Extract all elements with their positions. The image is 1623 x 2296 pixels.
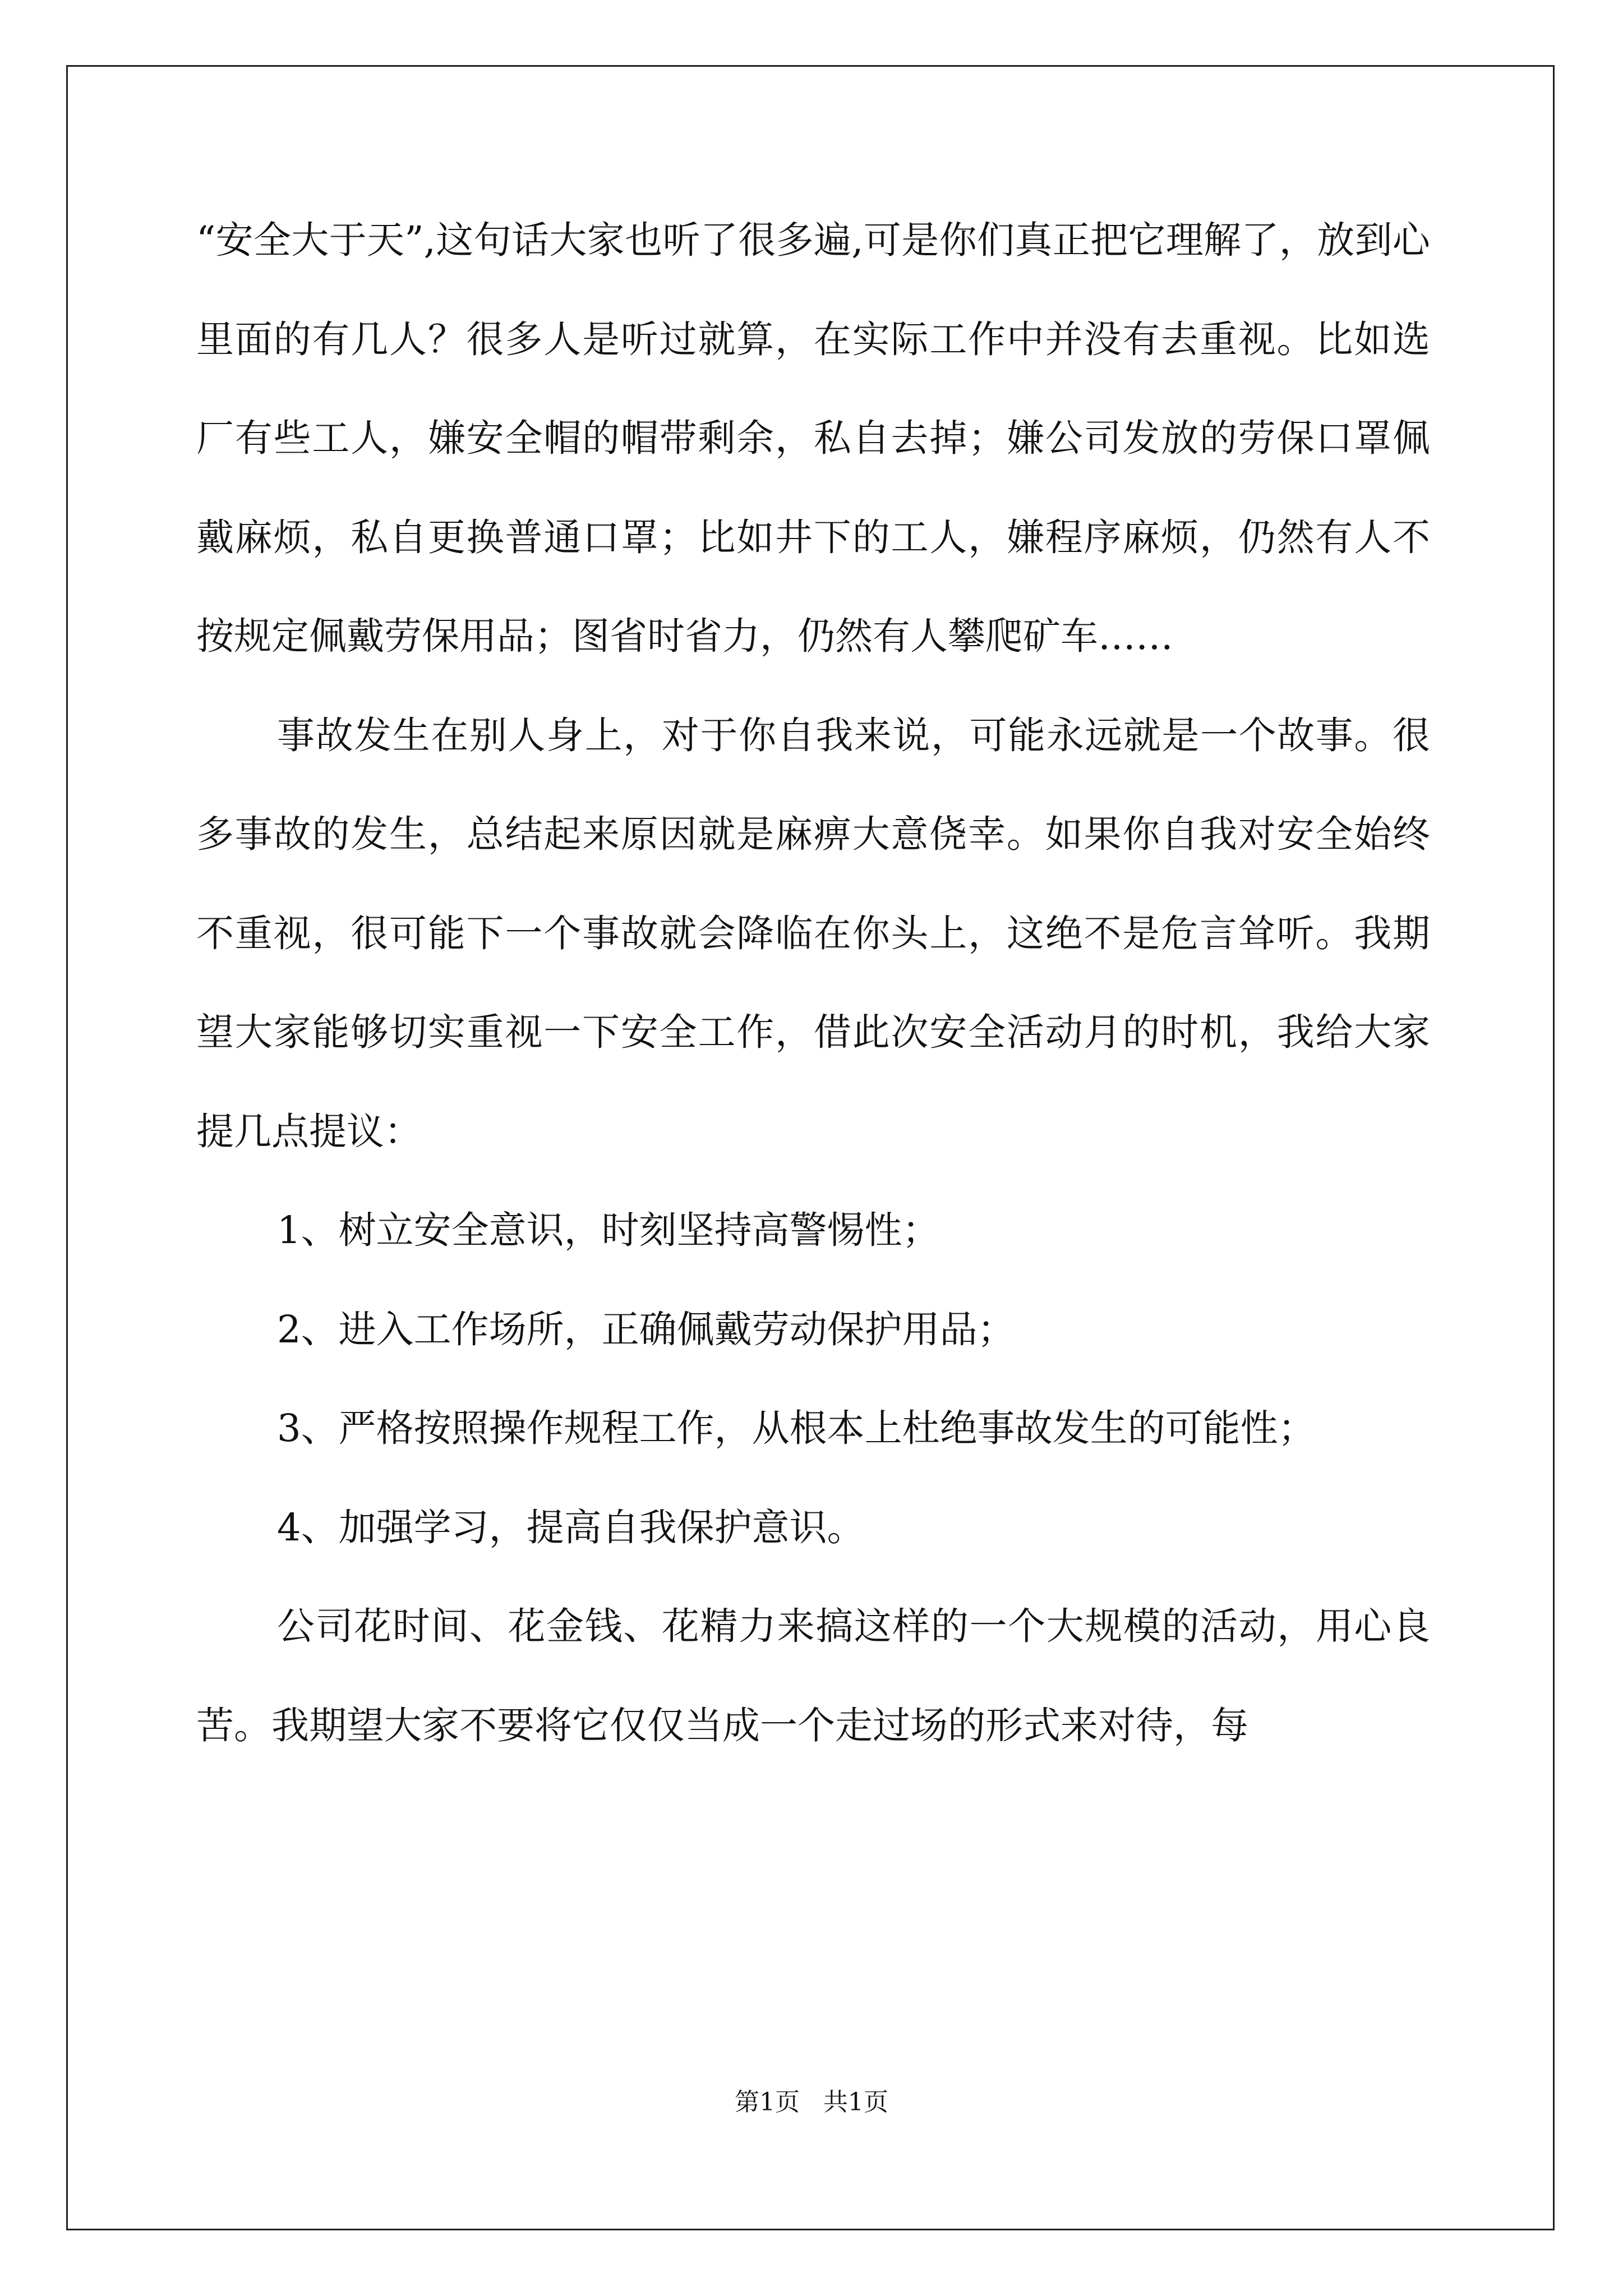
document-body bbox=[196, 191, 1430, 1775]
list-item-3: 3、严格按照操作规程工作，从根本上杜绝事故发生的可能性； bbox=[277, 1406, 1316, 1450]
page-footer: 第1页 共1页 bbox=[735, 2088, 888, 2116]
paragraph-3: 公司花时间、花金钱、花精力来搞这样的一个大规模的活动，用心良苦。我期望大家不要将它仅仅当成一个走过场的形式来对待，每 bbox=[196, 1604, 1430, 1747]
list-item-1: 1、树立安全意识，时刻坚持高警惕性； bbox=[277, 1208, 940, 1252]
list-item-2: 2、进入工作场所，正确佩戴劳动保护用品； bbox=[277, 1307, 1015, 1351]
paragraph-1: “安全大于天”,这句话大家也听了很多遍,可是你们真正把它理解了，放到心里面的有几人？很多人是听过就算，在实际工作中并没有去重视。比如选厂有些工人，嫌安全帽的帽带剩余，私自去掉；嫌公司发放的劳保口罩佩戴麻烦，私自更换普通口罩；比如井下的工人，嫌程序麻烦，仍然有人不按规定佩戴劳保用品；图省时省力，仍然有人攀爬矿车…… bbox=[196, 218, 1430, 658]
paragraph-2: 事故发生在别人身上，对于你自我来说，可能永远就是一个故事。很多事故的发生，总结起来原因就是麻痹大意侥幸。如果你自我对安全始终不重视，很可能下一个事故就会降临在你头上，这绝不是危言耸听。我期望大家能够切实重视一下安全工作，借此次安全活动月的时机，我给大家提几点提议： bbox=[196, 713, 1430, 1153]
list-item-4: 4、加强学习，提高自我保护意识。 bbox=[277, 1505, 865, 1549]
